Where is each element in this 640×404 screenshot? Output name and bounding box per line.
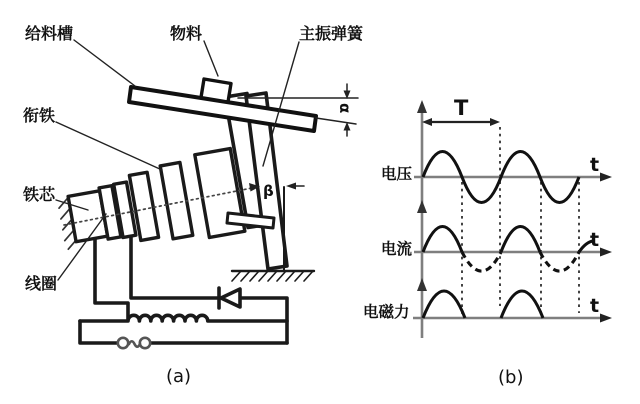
current-t-label: t [590, 229, 600, 251]
drive-circuit [80, 236, 287, 348]
label-armature: 衔铁 [23, 106, 56, 125]
force-label: 电磁力 [363, 303, 410, 321]
beta-angle-label: β [263, 182, 274, 200]
caption-a: (a) [166, 366, 192, 387]
source-wire-left [80, 321, 117, 343]
leader-material [204, 41, 218, 76]
diode-symbol [219, 288, 240, 308]
beta-dimension-arrow [286, 183, 304, 190]
voltage-t-label: t [590, 154, 600, 176]
ac-source-symbol [118, 338, 150, 348]
voltage-axis-arrow [600, 173, 612, 182]
label-material: 物料 [170, 24, 203, 43]
current-waveform-solid [423, 227, 593, 253]
label-iron-core: 铁芯 [23, 185, 56, 204]
voltage-label: 电压 [381, 165, 413, 183]
sync-dashed-lines [462, 127, 579, 317]
label-feed-trough: 给料槽 [25, 24, 74, 43]
caption-b: (b) [498, 367, 524, 388]
panel-b [363, 96, 612, 388]
leader-feed-trough [74, 40, 135, 86]
coil-wire-right [131, 236, 217, 298]
label-coil: 线圈 [25, 274, 58, 293]
material-shape [201, 79, 231, 102]
ground-hatch [232, 271, 314, 281]
panel-a [22, 24, 364, 387]
current-label: 电流 [381, 240, 413, 258]
alpha-angle-label: α [336, 103, 354, 114]
current-axis-arrow [600, 248, 612, 257]
coil-wire-left [95, 238, 128, 319]
force-t-label: t [590, 295, 600, 317]
force-waveform [423, 291, 543, 318]
current-waveform-dashed [462, 252, 579, 271]
label-main-spring: 主振弹簧 [299, 24, 364, 43]
force-axis-arrow [600, 314, 612, 323]
period-label: T [454, 96, 469, 120]
leader-armature [56, 122, 162, 170]
rheostat-symbol [80, 315, 287, 321]
